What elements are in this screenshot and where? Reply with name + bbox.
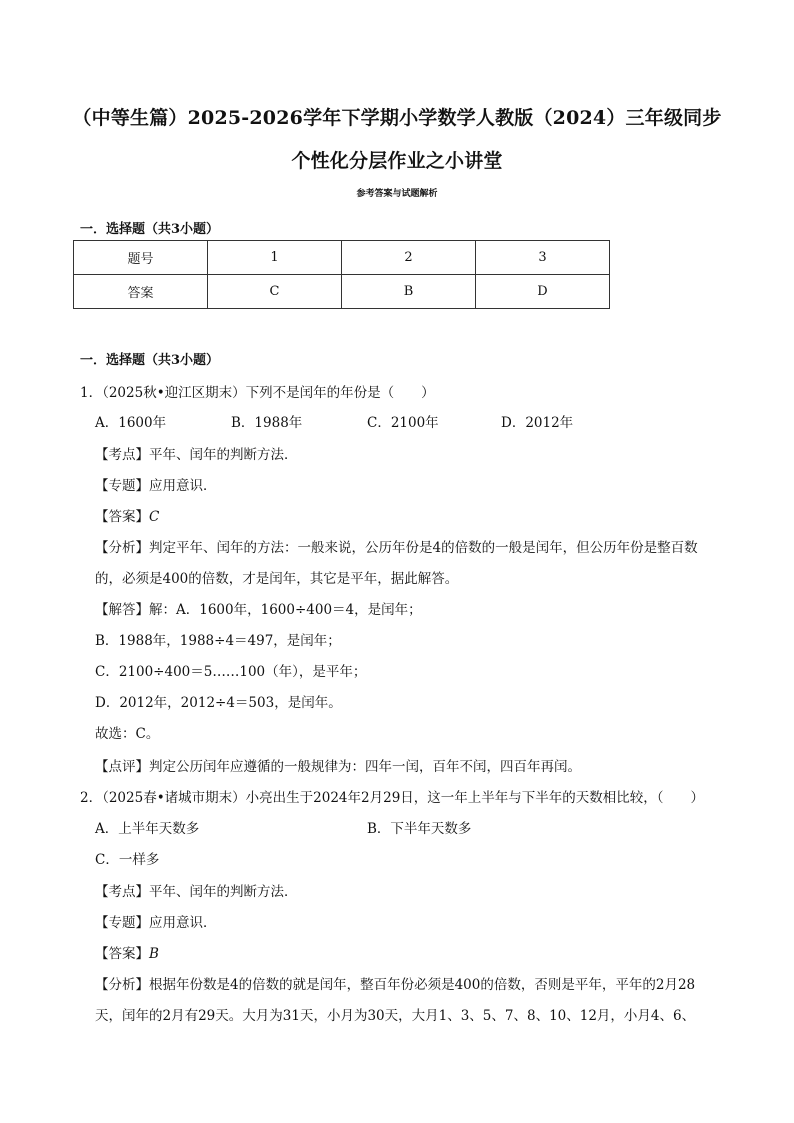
question-1-solution-line-4: D．2012年，2012÷4＝503，是闰年。 <box>95 695 342 711</box>
question-2-kaodian: 【考点】平年、闰年的判断方法． <box>95 884 298 900</box>
question-1-solution-line-3: C．2100÷400＝5……100（年），是平年； <box>95 664 367 680</box>
question-2-answer <box>95 942 159 962</box>
solution-text: A．1600年，1600÷400＝4，是闰年； <box>176 602 422 618</box>
question-2-option-a: A．上半年天数多 <box>95 821 200 837</box>
answer-value: B <box>149 946 159 962</box>
question-1-kaodian: 【考点】平年、闰年的判断方法． <box>95 447 298 463</box>
table-cell: 答案 <box>74 275 208 309</box>
question-1-option-c: C．2100年 <box>367 415 439 431</box>
answer-label: 【答案】 <box>95 509 149 525</box>
table-cell: B <box>342 275 476 309</box>
question-1-choice: 故选：C。 <box>95 726 160 742</box>
question-2-option-c: C．一样多 <box>95 852 160 868</box>
answer-table <box>73 240 610 309</box>
solution-label: 【解答】解： <box>95 602 176 618</box>
document-title-line-2: 个性化分层作业之小讲堂 <box>291 150 503 172</box>
question-1-option-d: D．2012年 <box>501 415 574 431</box>
table-cell: 3 <box>476 241 610 275</box>
question-2-analysis-line-1: 【分析】根据年份数是4的倍数的就是闰年，整百年份必须是400的倍数，否则是平年，平年的2月28 <box>95 977 696 993</box>
question-1-solution-line-2: B．1988年，1988÷4＝497，是闰年； <box>95 633 341 649</box>
table-cell: C <box>208 275 342 309</box>
table-cell: 题号 <box>74 241 208 275</box>
question-2-analysis-line-2: 天，闰年的2月有29天。大月为31天，小月为30天，大月1、3、5、7、8、10、12月，小月4、6、 <box>95 1008 696 1024</box>
question-1-analysis-line-2: 的，必须是400的倍数，才是闰年，其它是平年，据此解答。 <box>95 571 459 587</box>
table-cell: 2 <box>342 241 476 275</box>
question-1-comment: 【点评】判定公历闰年应遵循的一般规律为：四年一闰，百年不闰，四百年再闰。 <box>95 759 581 775</box>
section-header-questions: 一．选择题（共3小题） <box>80 353 220 368</box>
question-1-answer <box>95 505 159 525</box>
question-1-option-a: A．1600年 <box>95 415 167 431</box>
question-1-analysis-line-1: 【分析】判定平年、闰年的方法：一般来说，公历年份是4的倍数的一般是闰年，但公历年份是整百数 <box>95 540 698 556</box>
table-cell: 1 <box>208 241 342 275</box>
document-subtitle: 参考答案与试题解析 <box>356 189 438 199</box>
answer-label: 【答案】 <box>95 946 149 962</box>
question-1-option-b: B．1988年 <box>231 415 303 431</box>
question-2-zhuanti: 【专题】应用意识． <box>95 915 217 931</box>
question-1-solution-line-1 <box>95 598 422 618</box>
answer-value: C <box>149 509 160 525</box>
section-header-answers: 一．选择题（共3小题） <box>80 222 220 237</box>
question-1-stem: 1．（2025秋•迎江区期末）下列不是闰年的年份是（ ） <box>80 385 435 401</box>
question-2-stem: 2．（2025春•诸城市期末）小亮出生于2024年2月29日，这一年上半年与下半年的天数相比较，（ ） <box>80 790 705 806</box>
document-title-line-1: （中等生篇）2025-2026学年下学期小学数学人教版（2024）三年级同步 <box>72 107 722 129</box>
question-2-option-b: B．下半年天数多 <box>367 821 472 837</box>
table-cell: D <box>476 275 610 309</box>
question-1-zhuanti: 【专题】应用意识． <box>95 478 217 494</box>
table-row <box>74 241 610 275</box>
table-row <box>74 275 610 309</box>
